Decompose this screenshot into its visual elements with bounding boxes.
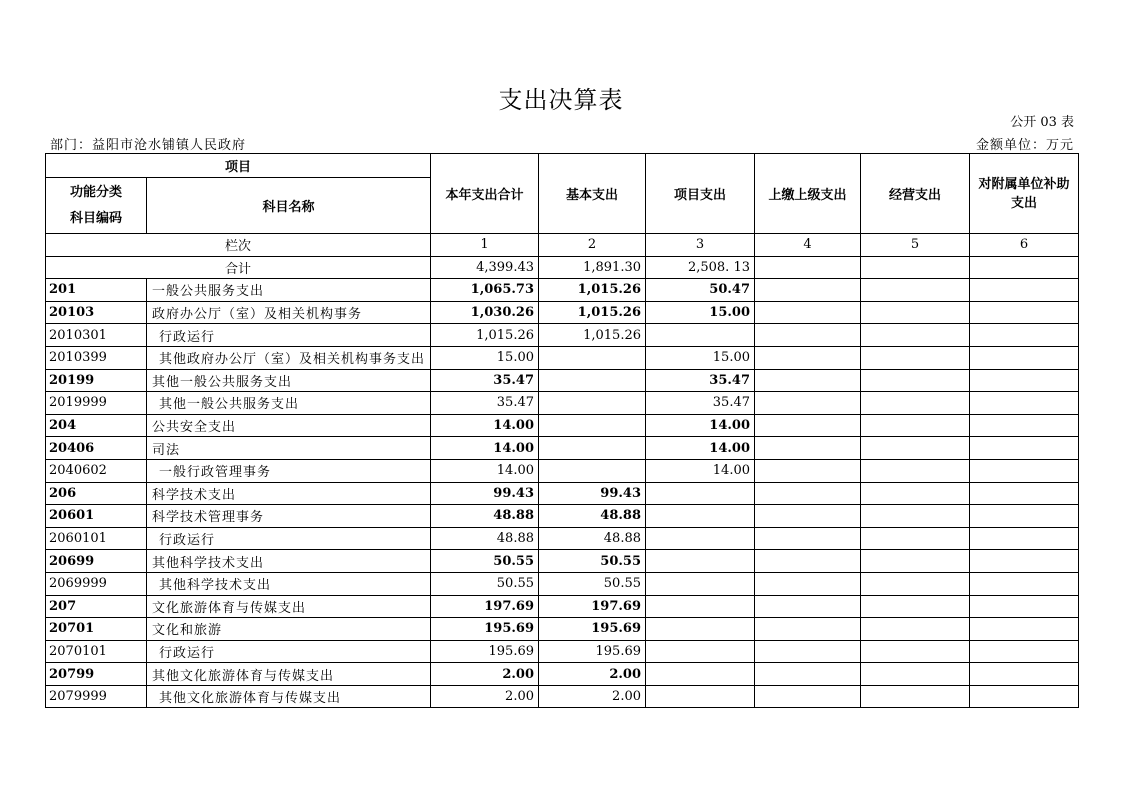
row-subject-name: 其他科学技术支出 xyxy=(147,550,431,573)
row-operating xyxy=(861,685,970,708)
row-basic: 50.55 xyxy=(539,572,646,595)
row-operating xyxy=(861,595,970,618)
row-upper xyxy=(755,505,861,528)
operating-header: 经营支出 xyxy=(861,154,970,234)
row-project xyxy=(646,663,755,686)
basic-header: 基本支出 xyxy=(539,154,646,234)
row-project: 14.00 xyxy=(646,414,755,437)
row-subsidy xyxy=(970,392,1079,415)
row-subsidy xyxy=(970,279,1079,302)
row-operating xyxy=(861,459,970,482)
table-row xyxy=(46,527,1079,550)
table-row xyxy=(46,301,1079,324)
table-row xyxy=(46,437,1079,460)
row-total: 14.00 xyxy=(431,437,539,460)
row-total: 14.00 xyxy=(431,414,539,437)
row-upper xyxy=(755,572,861,595)
row-project xyxy=(646,324,755,347)
row-upper xyxy=(755,301,861,324)
table-row xyxy=(46,369,1079,392)
row-operating xyxy=(861,301,970,324)
sum-project: 2,508. 13 xyxy=(646,256,755,279)
row-total: 1,030.26 xyxy=(431,301,539,324)
row-basic xyxy=(539,414,646,437)
row-subject-name: 文化旅游体育与传媒支出 xyxy=(147,595,431,618)
row-project xyxy=(646,482,755,505)
row-subject-name: 公共安全支出 xyxy=(147,414,431,437)
row-subject-name: 行政运行 xyxy=(147,324,431,347)
row-operating xyxy=(861,663,970,686)
sum-basic: 1,891.30 xyxy=(539,256,646,279)
subsidy-header-line1: 对附属单位补助 xyxy=(978,176,1070,192)
upper-header: 上缴上级支出 xyxy=(755,154,861,234)
row-subject-name: 行政运行 xyxy=(147,640,431,663)
row-project xyxy=(646,618,755,641)
row-subsidy xyxy=(970,618,1079,641)
row-project: 14.00 xyxy=(646,459,755,482)
row-project xyxy=(646,527,755,550)
subject-name-header: 科目名称 xyxy=(147,178,431,234)
row-basic xyxy=(539,459,646,482)
row-code: 20199 xyxy=(46,369,147,392)
row-subject-name: 司法 xyxy=(147,437,431,460)
row-basic: 195.69 xyxy=(539,618,646,641)
row-basic xyxy=(539,369,646,392)
row-operating xyxy=(861,505,970,528)
row-basic: 195.69 xyxy=(539,640,646,663)
table-row xyxy=(46,618,1079,641)
row-subject-name: 行政运行 xyxy=(147,527,431,550)
row-operating xyxy=(861,414,970,437)
row-upper xyxy=(755,663,861,686)
row-upper xyxy=(755,482,861,505)
row-project xyxy=(646,640,755,663)
table-row xyxy=(46,685,1079,708)
row-subsidy xyxy=(970,505,1079,528)
row-project: 14.00 xyxy=(646,437,755,460)
row-project: 15.00 xyxy=(646,346,755,369)
row-operating xyxy=(861,550,970,573)
row-code: 2040602 xyxy=(46,459,147,482)
expenditure-table xyxy=(45,153,1079,708)
row-upper xyxy=(755,279,861,302)
row-upper xyxy=(755,640,861,663)
row-code: 2019999 xyxy=(46,392,147,415)
row-operating xyxy=(861,618,970,641)
row-code: 20406 xyxy=(46,437,147,460)
row-total: 99.43 xyxy=(431,482,539,505)
row-subsidy xyxy=(970,346,1079,369)
row-operating xyxy=(861,324,970,347)
row-total: 50.55 xyxy=(431,572,539,595)
row-subject-name: 一般行政管理事务 xyxy=(147,459,431,482)
row-upper xyxy=(755,550,861,573)
row-subject-name: 其他文化旅游体育与传媒支出 xyxy=(147,685,431,708)
row-subject-name: 其他一般公共服务支出 xyxy=(147,392,431,415)
sum-operating xyxy=(861,256,970,279)
row-basic: 1,015.26 xyxy=(539,301,646,324)
row-code: 206 xyxy=(46,482,147,505)
row-basic xyxy=(539,437,646,460)
row-subject-name: 其他科学技术支出 xyxy=(147,572,431,595)
department-label: 部门：益阳市沧水铺镇人民政府 xyxy=(50,138,247,153)
table-row xyxy=(46,482,1079,505)
row-code: 2010399 xyxy=(46,346,147,369)
row-total: 35.47 xyxy=(431,392,539,415)
row-total: 2.00 xyxy=(431,685,539,708)
row-subsidy xyxy=(970,459,1079,482)
row-subject-name: 科学技术支出 xyxy=(147,482,431,505)
table-row xyxy=(46,572,1079,595)
table-row xyxy=(46,279,1079,302)
func-code-header-line1: 功能分类 xyxy=(69,184,122,200)
row-basic: 2.00 xyxy=(539,663,646,686)
row-subject-name: 其他一般公共服务支出 xyxy=(147,369,431,392)
row-upper xyxy=(755,392,861,415)
column-index-label: 栏次 xyxy=(46,234,431,257)
row-project: 15.00 xyxy=(646,301,755,324)
table-row xyxy=(46,595,1079,618)
row-code: 20103 xyxy=(46,301,147,324)
row-basic xyxy=(539,346,646,369)
row-upper xyxy=(755,369,861,392)
sum-total: 4,399.43 xyxy=(431,256,539,279)
row-subsidy xyxy=(970,482,1079,505)
row-upper xyxy=(755,595,861,618)
row-code: 2010301 xyxy=(46,324,147,347)
row-operating xyxy=(861,279,970,302)
row-upper xyxy=(755,324,861,347)
table-row xyxy=(46,459,1079,482)
row-subject-name: 其他文化旅游体育与传媒支出 xyxy=(147,663,431,686)
project-header: 项目支出 xyxy=(646,154,755,234)
row-basic: 50.55 xyxy=(539,550,646,573)
row-subsidy xyxy=(970,414,1079,437)
subsidy-header-line2: 支出 xyxy=(1010,195,1037,211)
row-basic: 48.88 xyxy=(539,527,646,550)
row-basic: 48.88 xyxy=(539,505,646,528)
row-subject-name: 其他政府办公厅（室）及相关机构事务支出 xyxy=(147,346,431,369)
sum-upper xyxy=(755,256,861,279)
column-index-5: 5 xyxy=(861,234,970,257)
item-header: 项目 xyxy=(46,154,431,178)
row-code: 20601 xyxy=(46,505,147,528)
row-upper xyxy=(755,459,861,482)
row-project: 35.47 xyxy=(646,392,755,415)
row-subsidy xyxy=(970,663,1079,686)
row-code: 2069999 xyxy=(46,572,147,595)
row-total: 35.47 xyxy=(431,369,539,392)
row-basic: 1,015.26 xyxy=(539,279,646,302)
column-index-4: 4 xyxy=(755,234,861,257)
table-row xyxy=(46,414,1079,437)
row-total: 48.88 xyxy=(431,505,539,528)
row-code: 2079999 xyxy=(46,685,147,708)
row-subject-name: 文化和旅游 xyxy=(147,618,431,641)
row-basic: 1,015.26 xyxy=(539,324,646,347)
row-subject-name: 政府办公厅（室）及相关机构事务 xyxy=(147,301,431,324)
row-subsidy xyxy=(970,527,1079,550)
row-subsidy xyxy=(970,324,1079,347)
row-subsidy xyxy=(970,572,1079,595)
row-subsidy xyxy=(970,550,1079,573)
page-title: 支出决算表 xyxy=(498,86,624,114)
row-code: 2070101 xyxy=(46,640,147,663)
row-operating xyxy=(861,640,970,663)
row-total: 15.00 xyxy=(431,346,539,369)
row-operating xyxy=(861,572,970,595)
table-row xyxy=(46,505,1079,528)
row-total: 195.69 xyxy=(431,618,539,641)
row-upper xyxy=(755,527,861,550)
row-basic xyxy=(539,392,646,415)
row-subsidy xyxy=(970,437,1079,460)
row-total: 48.88 xyxy=(431,527,539,550)
row-subsidy xyxy=(970,369,1079,392)
row-upper xyxy=(755,346,861,369)
table-row xyxy=(46,550,1079,573)
row-code: 204 xyxy=(46,414,147,437)
table-row xyxy=(46,663,1079,686)
row-project xyxy=(646,505,755,528)
row-operating xyxy=(861,346,970,369)
column-index-1: 1 xyxy=(431,234,539,257)
row-subsidy xyxy=(970,301,1079,324)
func-code-header-line2: 科目编码 xyxy=(69,210,122,226)
table-row xyxy=(46,392,1079,415)
func-code-header xyxy=(46,178,147,234)
row-upper xyxy=(755,414,861,437)
sum-label: 合计 xyxy=(46,256,431,279)
row-total: 50.55 xyxy=(431,550,539,573)
column-index-3: 3 xyxy=(646,234,755,257)
form-number: 公开 03 表 xyxy=(1010,115,1074,130)
row-project xyxy=(646,685,755,708)
row-total: 14.00 xyxy=(431,459,539,482)
row-total: 195.69 xyxy=(431,640,539,663)
row-operating xyxy=(861,527,970,550)
row-basic: 2.00 xyxy=(539,685,646,708)
row-subsidy xyxy=(970,595,1079,618)
row-operating xyxy=(861,369,970,392)
row-project: 50.47 xyxy=(646,279,755,302)
row-total: 197.69 xyxy=(431,595,539,618)
row-upper xyxy=(755,437,861,460)
table-body xyxy=(46,279,1079,708)
column-index-6: 6 xyxy=(970,234,1079,257)
row-basic: 197.69 xyxy=(539,595,646,618)
row-code: 20699 xyxy=(46,550,147,573)
row-operating xyxy=(861,392,970,415)
row-upper xyxy=(755,618,861,641)
column-index-2: 2 xyxy=(539,234,646,257)
row-subject-name: 科学技术管理事务 xyxy=(147,505,431,528)
row-project xyxy=(646,550,755,573)
table-row xyxy=(46,346,1079,369)
row-operating xyxy=(861,437,970,460)
row-subject-name: 一般公共服务支出 xyxy=(147,279,431,302)
row-subsidy xyxy=(970,640,1079,663)
table-row xyxy=(46,640,1079,663)
subsidy-header xyxy=(970,154,1079,234)
sum-subsidy xyxy=(970,256,1079,279)
row-code: 20701 xyxy=(46,618,147,641)
row-upper xyxy=(755,685,861,708)
row-subsidy xyxy=(970,685,1079,708)
row-code: 207 xyxy=(46,595,147,618)
table-row xyxy=(46,324,1079,347)
row-basic: 99.43 xyxy=(539,482,646,505)
row-code: 20799 xyxy=(46,663,147,686)
row-project xyxy=(646,572,755,595)
row-total: 2.00 xyxy=(431,663,539,686)
row-code: 2060101 xyxy=(46,527,147,550)
total-header: 本年支出合计 xyxy=(431,154,539,234)
row-total: 1,065.73 xyxy=(431,279,539,302)
row-project: 35.47 xyxy=(646,369,755,392)
row-project xyxy=(646,595,755,618)
row-total: 1,015.26 xyxy=(431,324,539,347)
row-operating xyxy=(861,482,970,505)
row-code: 201 xyxy=(46,279,147,302)
amount-unit-label: 金额单位：万元 xyxy=(975,138,1074,153)
